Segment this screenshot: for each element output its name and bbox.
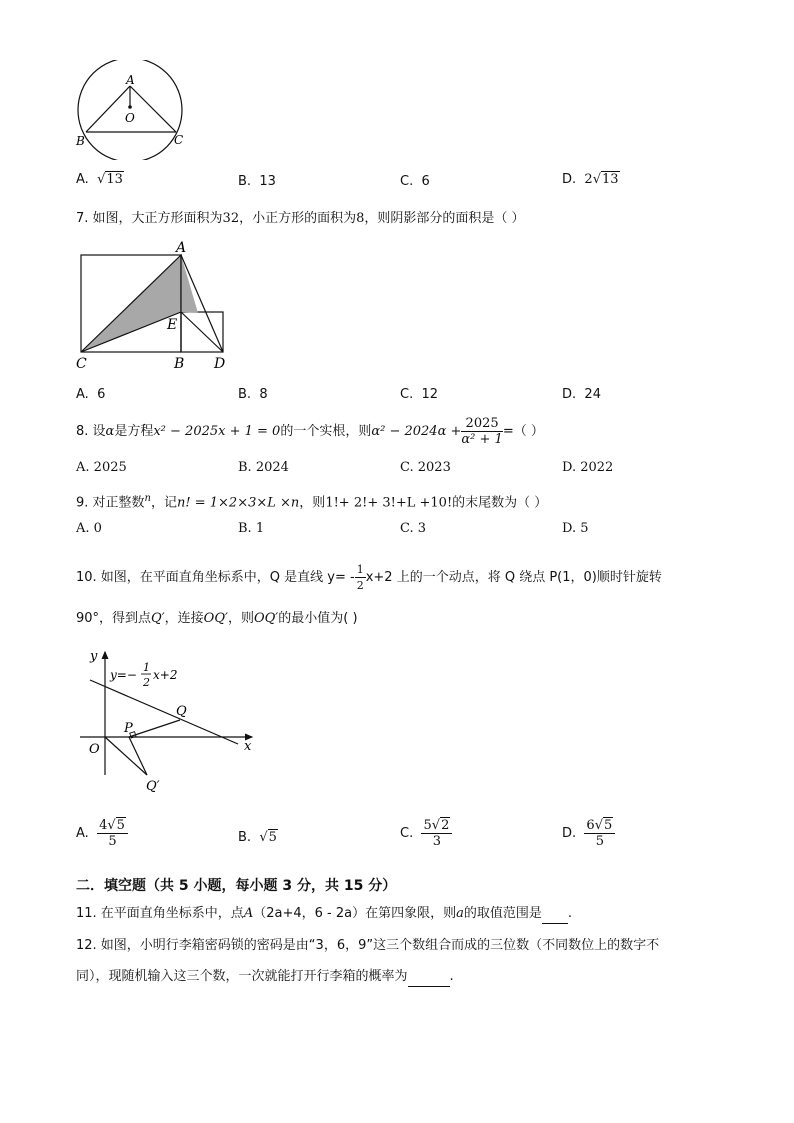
num-coef: 5 [423, 818, 432, 833]
option-text: 2024 [255, 460, 289, 475]
label-c: C [76, 356, 87, 372]
q8-option-d[interactable] [562, 460, 613, 475]
q10-option-b[interactable] [238, 830, 278, 845]
q8-text: 是方程 [114, 424, 154, 439]
q7-big-area: 32 [222, 211, 240, 226]
q11-stem [76, 905, 572, 924]
q8-equation: x² − 2025x + 1 = 0 [153, 424, 281, 439]
sqrt-expr: √13 [97, 172, 123, 187]
option-letter: B. [238, 460, 252, 475]
q7-stem [76, 210, 525, 228]
radicand: 13 [602, 172, 619, 187]
option-letter: C. [400, 174, 414, 189]
q10-text: 10. 如图，在平面直角坐标系中，Q 是直线 y= - [76, 570, 355, 585]
q11-text: 的取值范围是 [463, 906, 542, 921]
option-letter: C. [400, 521, 414, 536]
fraction-denominator: 3 [432, 834, 442, 849]
origin-label: O [89, 742, 100, 757]
shaded-triangle-right [181, 255, 198, 313]
q9-definition: n! = 1×2×3×L ×n [177, 495, 300, 511]
label-a: A [176, 240, 187, 256]
q11-point: A [243, 906, 254, 921]
eq-denominator: 2 [143, 676, 150, 689]
q12-line1: 12. 如图，小明行李箱密码锁的密码是由“3，6，9”这三个数组合而成的三位数（不同数位上的数字不 [76, 938, 660, 953]
line-y-eq [90, 680, 238, 744]
q11-answer-blank[interactable] [542, 905, 568, 924]
label-b: B [174, 356, 185, 372]
q8-text: 的一个实根，则 [280, 424, 372, 439]
option-letter: D. [562, 460, 577, 475]
option-text: 2025 [93, 460, 127, 475]
q8-option-a[interactable] [76, 460, 127, 475]
q7-option-b[interactable] [238, 387, 268, 402]
q6-option-c[interactable] [400, 174, 430, 189]
option-letter: D. [562, 172, 577, 187]
option-text: 24 [584, 387, 601, 402]
option-text: 6 [97, 387, 106, 402]
option-text: 8 [259, 387, 268, 402]
option-letter: A. [76, 521, 90, 536]
q10-option-d[interactable] [562, 818, 615, 849]
q7-squares-figure [72, 238, 232, 372]
q7-text: 7. 如图，大正方形面积为 [76, 211, 223, 226]
fraction-numerator: 1 [356, 563, 364, 576]
num-coef: 6 [586, 818, 595, 833]
label-d: D [214, 356, 226, 372]
radicand: 2 [441, 818, 450, 833]
q8-option-b[interactable] [238, 460, 289, 475]
q7-option-a[interactable] [76, 387, 105, 402]
q10-stem-line2 [76, 610, 358, 628]
q8-alpha: α [105, 424, 115, 439]
q10-qprime: Q′ [151, 611, 165, 626]
radicand: 5 [116, 818, 125, 833]
num-coef: 4 [99, 818, 108, 833]
segment-oqprime [105, 737, 147, 775]
q9-text: ，则 [299, 495, 326, 511]
option-letter: D. [562, 387, 577, 402]
q6-circle-figure [72, 60, 192, 160]
center-dot [128, 105, 132, 109]
option-text: 3 [417, 521, 427, 536]
sqrt-expr: √5 [259, 830, 277, 845]
fraction-denominator: 5 [595, 834, 604, 849]
shaded-triangle-left [81, 255, 181, 352]
q6-option-b[interactable] [238, 174, 276, 189]
sqrt-expr: √13 [592, 172, 619, 187]
option-text: 5 [580, 521, 589, 536]
q9-text: 9. 对正整数 [76, 495, 145, 511]
q10-fraction [355, 562, 366, 593]
option-text: 13 [259, 174, 276, 189]
option-letter: B. [238, 387, 252, 402]
q12-answer-blank[interactable] [408, 968, 450, 987]
q9-option-a[interactable] [76, 521, 102, 536]
segment-ab [86, 86, 130, 132]
label-c: C [174, 133, 184, 147]
x-axis-label: x [244, 739, 252, 754]
option-letter: B. [238, 830, 252, 845]
q10-oqprime: OQ′ [203, 611, 228, 626]
option-text: 2022 [580, 460, 614, 475]
q10-stem-line1 [76, 562, 662, 593]
q11-tail: . [567, 906, 573, 921]
radicand: 5 [268, 830, 277, 845]
q11-coords: （2a+4，6 - 2a） [253, 906, 366, 921]
option-letter: A. [76, 172, 89, 187]
q12-text: 同），现随机输入这三个数，一次就能打开行李箱的概率为 [76, 969, 408, 984]
q12-line2 [76, 968, 454, 987]
option-text: 12 [421, 387, 439, 402]
fraction-numerator: 2025 [461, 416, 502, 432]
eq-prefix: y=− [110, 668, 137, 682]
segment-pqprime [129, 737, 147, 775]
q9-sum: 1!+ 2!+ 3!+L +10! [325, 495, 453, 511]
radicand: 5 [604, 818, 613, 833]
eq-numerator: 1 [143, 661, 150, 674]
q10-oqprime-2: OQ′ [253, 611, 279, 626]
label-p: P [124, 721, 133, 736]
option-fraction: $\frac{4√5}{5}$ [97, 818, 128, 849]
label-q: Q [176, 704, 187, 719]
label-e: E [167, 317, 178, 333]
q9-text: 的末尾数为（ ） [452, 495, 548, 511]
q8-option-c[interactable] [400, 460, 451, 475]
option-letter: C. [400, 460, 414, 475]
segment-ed [181, 312, 223, 352]
q10-text: ，则 [227, 611, 254, 626]
q11-text: 在第四象限，则 [365, 906, 457, 921]
fraction-denominator: 2 [356, 579, 364, 592]
q7-small-area: 8 [356, 211, 365, 226]
q10-text: x+2 上的一个动点，将 Q 绕点 P(1，0)顺时针旋转 [365, 570, 662, 585]
segment-ac [130, 86, 176, 132]
q8-text: 8. 设 [76, 424, 106, 439]
option-letter: C. [400, 826, 414, 841]
option-text: 1 [255, 521, 265, 536]
q10-option-c[interactable] [400, 818, 452, 849]
q6-option-d[interactable] [562, 172, 620, 187]
q8-fraction [461, 416, 502, 447]
q9-option-c[interactable] [400, 521, 426, 536]
label-b: B [76, 134, 85, 148]
q9-text: ，记 [151, 495, 178, 511]
q9-option-d[interactable] [562, 521, 589, 536]
q7-option-d[interactable] [562, 387, 601, 402]
q10-option-a[interactable] [76, 818, 128, 849]
q9-stem [76, 490, 547, 512]
label-o: O [125, 111, 135, 125]
q7-option-c[interactable] [400, 387, 438, 402]
q8-stem [76, 414, 544, 450]
q8-expression: α² − 2024α + [371, 424, 462, 439]
label-a: A [126, 73, 135, 87]
y-axis-label: y [90, 649, 98, 664]
radicand: 13 [106, 172, 123, 187]
option-letter: B. [238, 174, 252, 189]
coef: 2 [584, 172, 593, 187]
q7-text-mid: ，小正方形的面积为 [239, 211, 357, 226]
option-letter: A. [76, 387, 89, 402]
q7-text-suffix: ，则阴影部分的面积是（ ） [364, 211, 525, 226]
q10-text: ，连接 [164, 611, 204, 626]
q9-option-b[interactable] [238, 521, 264, 536]
q10-text: 的最小值为( ) [278, 611, 358, 626]
option-letter: D. [562, 826, 577, 841]
q8-text-tail: =（ ） [502, 424, 544, 439]
option-text: 2023 [417, 460, 451, 475]
option-text: 6 [421, 174, 430, 189]
q10-coordinate-figure [72, 640, 272, 800]
fraction-denominator: 5 [108, 834, 117, 849]
option-text: 0 [93, 521, 102, 536]
option-fraction: $\frac{6√5}{5}$ [584, 818, 615, 849]
q6-option-a[interactable] [76, 172, 124, 187]
q12-tail: . [449, 969, 454, 984]
option-fraction: $\frac{5√2}{3}$ [421, 818, 452, 849]
q11-text: 11. 在平面直角坐标系中，点 [76, 906, 244, 921]
option-letter: B. [238, 521, 252, 536]
option-letter: D. [562, 521, 577, 536]
fraction-denominator: α² + 1 [461, 432, 503, 447]
option-letter: C. [400, 387, 414, 402]
q10-text: 90°，得到点 [76, 611, 152, 626]
eq-suffix: x+2 [153, 668, 178, 682]
option-letter: A. [76, 460, 90, 475]
q11-var: a [456, 906, 464, 921]
q9-n: n [144, 493, 151, 504]
label-qprime: Q′ [146, 779, 160, 794]
section-title: 二．填空题（共 5 小题，每小题 3 分，共 15 分） [76, 878, 397, 894]
segment-pq [129, 720, 180, 737]
option-letter: A. [76, 826, 89, 841]
